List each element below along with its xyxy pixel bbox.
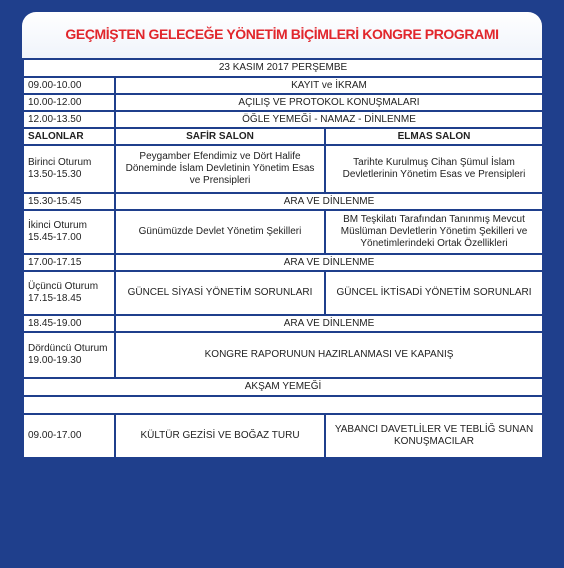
table-row [23,145,543,193]
table-row [23,210,543,254]
event-cell: ARA VE DİNLENME [115,315,543,332]
session-time: 13.50-15.30 [28,169,82,180]
session-time: 19.00-19.30 [28,355,82,366]
table-row [23,128,543,145]
page-title: GEÇMİŞTEN GELECEĞE YÖNETİM BİÇİMLERİ KONGRE PROGRAMI [65,26,499,42]
salon-b-topic: Tarihte Kurulmuş Cihan Şümul İslam Devletlerinin Yönetim Esas ve Prensipleri [325,145,543,193]
session-label: Dördüncü Oturum [28,343,108,354]
time-cell: 18.45-19.00 [23,315,115,332]
session-label: Birinci Oturum [28,157,92,168]
event-cell: ÖĞLE YEMEĞİ - NAMAZ - DİNLENME [115,111,543,128]
event-cell: AÇILIŞ VE PROTOKOL KONUŞMALARI [115,94,543,111]
table-row [23,378,543,396]
table-row [23,315,543,332]
table-row [23,254,543,271]
day1-header: 23 KASIM 2017 PERŞEMBE [23,59,543,77]
time-cell: 09.00-10.00 [23,77,115,94]
session-label: İkinci Oturum [28,220,87,231]
salon-b-topic: YABANCI DAVETLİLER VE TEBLİĞ SUNAN KONUŞMACILAR [325,414,543,458]
time-cell: 17.00-17.15 [23,254,115,271]
event-cell: KAYIT ve İKRAM [115,77,543,94]
salon-label: SALONLAR [23,128,115,145]
salon-a-header: SAFİR SALON [115,128,325,145]
salon-a-topic: Peygamber Efendimiz ve Dört Halife Döneminde İslam Devletinin Yönetim Esas ve Prensipleri [115,145,325,193]
session-cell [23,332,115,378]
table-row [23,396,543,414]
dinner-row: AKŞAM YEMEĞİ [23,378,543,396]
table-row [23,414,543,458]
salon-a-topic: GÜNCEL SİYASİ YÖNETİM SORUNLARI [115,271,325,315]
title-banner [22,12,542,62]
salon-b-topic: BM Teşkilatı Tarafından Tanınmış Mevcut Müslüman Devletlerin Yönetim Şekilleri ve Yönetimlerindeki Ortak Özellikleri [325,210,543,254]
event-cell: KONGRE RAPORUNUN HAZIRLANMASI VE KAPANIŞ [115,332,543,378]
program-table-wrap [22,58,542,459]
salon-a-topic: KÜLTÜR GEZİSİ VE BOĞAZ TURU [115,414,325,458]
table-row [23,77,543,94]
table-row [23,271,543,315]
session-cell [23,145,115,193]
time-cell: 09.00-17.00 [23,414,115,458]
session-label: Üçüncü Oturum [28,281,99,292]
session-time: 17.15-18.45 [28,293,82,304]
session-time: 15.45-17.00 [28,232,82,243]
table-row [23,94,543,111]
salon-b-header: ELMAS SALON [325,128,543,145]
event-cell: ARA VE DİNLENME [115,193,543,210]
program-table [22,58,544,459]
salon-a-topic: Günümüzde Devlet Yönetim Şekilleri [115,210,325,254]
time-cell: 15.30-15.45 [23,193,115,210]
table-row [23,59,543,77]
session-cell [23,210,115,254]
event-cell: ARA VE DİNLENME [115,254,543,271]
time-cell: 10.00-12.00 [23,94,115,111]
session-cell [23,271,115,315]
salon-b-topic: GÜNCEL İKTİSADİ YÖNETİM SORUNLARI [325,271,543,315]
table-row [23,332,543,378]
time-cell: 12.00-13.50 [23,111,115,128]
table-row [23,193,543,210]
day2-header [23,396,543,414]
table-row [23,111,543,128]
